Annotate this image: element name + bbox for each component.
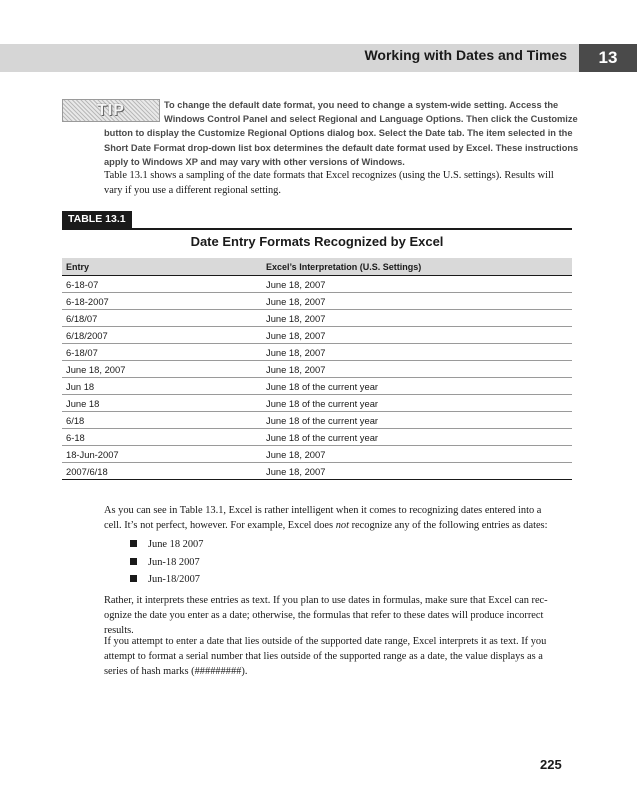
tip-badge-label: TIP xyxy=(97,102,125,119)
table-row xyxy=(62,378,572,395)
square-bullet-icon xyxy=(130,575,137,582)
table-row xyxy=(62,276,572,293)
table-row xyxy=(62,310,572,327)
entry-cell: Jun 18 xyxy=(62,378,262,395)
interpretation-cell: June 18, 2007 xyxy=(262,293,572,310)
interpretation-cell: June 18 of the current year xyxy=(262,378,572,395)
entry-cell: 6/18/07 xyxy=(62,310,262,327)
entry-cell: 6-18-2007 xyxy=(62,293,262,310)
interpretation-cell: June 18, 2007 xyxy=(262,446,572,463)
column-header-entry: Entry xyxy=(62,258,262,276)
entry-cell: 6-18-07 xyxy=(62,276,262,293)
entry-cell: June 18, 2007 xyxy=(62,361,262,378)
paragraph-line: As you can see in Table 13.1, Excel is rather intelligent when it comes to recognizing dates entered into a xyxy=(104,505,542,516)
table-header-row xyxy=(62,258,572,276)
table-title: Date Entry Formats Recognized by Excel xyxy=(190,234,444,249)
tip-line: button to display the Customize Regional Options dialog box. Select the Date tab. The item selected in the xyxy=(104,128,573,139)
table-row xyxy=(62,361,572,378)
tip-line: apply to Windows XP and may vary with other versions of Windows. xyxy=(104,156,405,167)
entry-cell: June 18 xyxy=(62,395,262,412)
entry-cell: 6-18/07 xyxy=(62,344,262,361)
entry-cell: 6/18/2007 xyxy=(62,327,262,344)
list-item xyxy=(130,536,203,554)
emphasis-not: not xyxy=(335,520,349,531)
paragraph-line: If you attempt to enter a date that lies outside of the supported date range, Excel interprets it as text. If you xyxy=(104,636,547,647)
tip-text xyxy=(104,98,579,169)
running-head-title: Working with Dates and Times xyxy=(364,47,567,63)
paragraph-line: ognize the date you enter as a date; otherwise, the formulas that refer to these dates will produce incorrect xyxy=(104,610,544,621)
table-row xyxy=(62,327,572,344)
bullet-text: June 18 2007 xyxy=(148,539,204,550)
table-label: TABLE 13.1 xyxy=(62,211,132,228)
paragraph-line xyxy=(104,518,572,533)
paragraph-recognition xyxy=(104,503,572,533)
intro-line: vary if you use a different regional setting. xyxy=(104,185,281,196)
tip-line: To change the default date format, you need to change a system-wide setting. Access the xyxy=(164,100,559,110)
interpretation-cell: June 18, 2007 xyxy=(262,361,572,378)
intro-line: Table 13.1 shows a sampling of the date formats that Excel recognizes (using the U.S. settings). Results will xyxy=(104,170,554,181)
line-text: recognize any of the following entries as dates: xyxy=(348,520,548,531)
page-number: 225 xyxy=(540,757,562,772)
interpretation-cell: June 18, 2007 xyxy=(262,463,572,480)
square-bullet-icon xyxy=(130,540,137,547)
bullet-list xyxy=(130,536,203,589)
paragraph-line: series of hash marks (#########). xyxy=(104,666,248,677)
line-text: cell. It’s not perfect, however. For example, Excel does xyxy=(104,520,336,531)
date-formats-table xyxy=(62,258,572,480)
table-row xyxy=(62,446,572,463)
interpretation-cell: June 18 of the current year xyxy=(262,412,572,429)
table-row xyxy=(62,412,572,429)
table-top-rule xyxy=(62,228,572,230)
table-row xyxy=(62,395,572,412)
table-row xyxy=(62,344,572,361)
table-row xyxy=(62,463,572,480)
table-row xyxy=(62,293,572,310)
column-header-interpretation: Excel’s Interpretation (U.S. Settings) xyxy=(262,258,572,276)
paragraph-line: results. xyxy=(104,625,134,636)
paragraph-interprets-text xyxy=(104,593,572,638)
interpretation-cell: June 18 of the current year xyxy=(262,429,572,446)
entry-cell: 2007/6/18 xyxy=(62,463,262,480)
paragraph-line: Rather, it interprets these entries as text. If you plan to use dates in formulas, make sure that Excel can rec- xyxy=(104,595,548,606)
interpretation-cell: June 18, 2007 xyxy=(262,327,572,344)
table-row xyxy=(62,429,572,446)
interpretation-cell: June 18 of the current year xyxy=(262,395,572,412)
entry-cell: 6/18 xyxy=(62,412,262,429)
interpretation-cell: June 18, 2007 xyxy=(262,344,572,361)
tip-line: Windows Control Panel and select Regional and Language Options. Then click the Customize xyxy=(164,114,578,125)
paragraph-line: attempt to format a serial number that lies outside of the supported range as a date, the value displays as a xyxy=(104,651,543,662)
tip-line: Short Date Format drop-down list box determines the default date format used by Excel. These instructions xyxy=(104,142,579,153)
entry-cell: 18-Jun-2007 xyxy=(62,446,262,463)
chapter-number-tab: 13 xyxy=(579,44,637,72)
list-item xyxy=(130,554,203,572)
square-bullet-icon xyxy=(130,558,137,565)
entry-cell: 6-18 xyxy=(62,429,262,446)
paragraph-out-of-range xyxy=(104,634,572,679)
intro-paragraph xyxy=(104,168,572,198)
interpretation-cell: June 18, 2007 xyxy=(262,276,572,293)
bullet-text: Jun-18/2007 xyxy=(148,574,200,585)
bullet-text: Jun-18 2007 xyxy=(148,556,200,568)
list-item xyxy=(130,571,203,589)
interpretation-cell: June 18, 2007 xyxy=(262,310,572,327)
